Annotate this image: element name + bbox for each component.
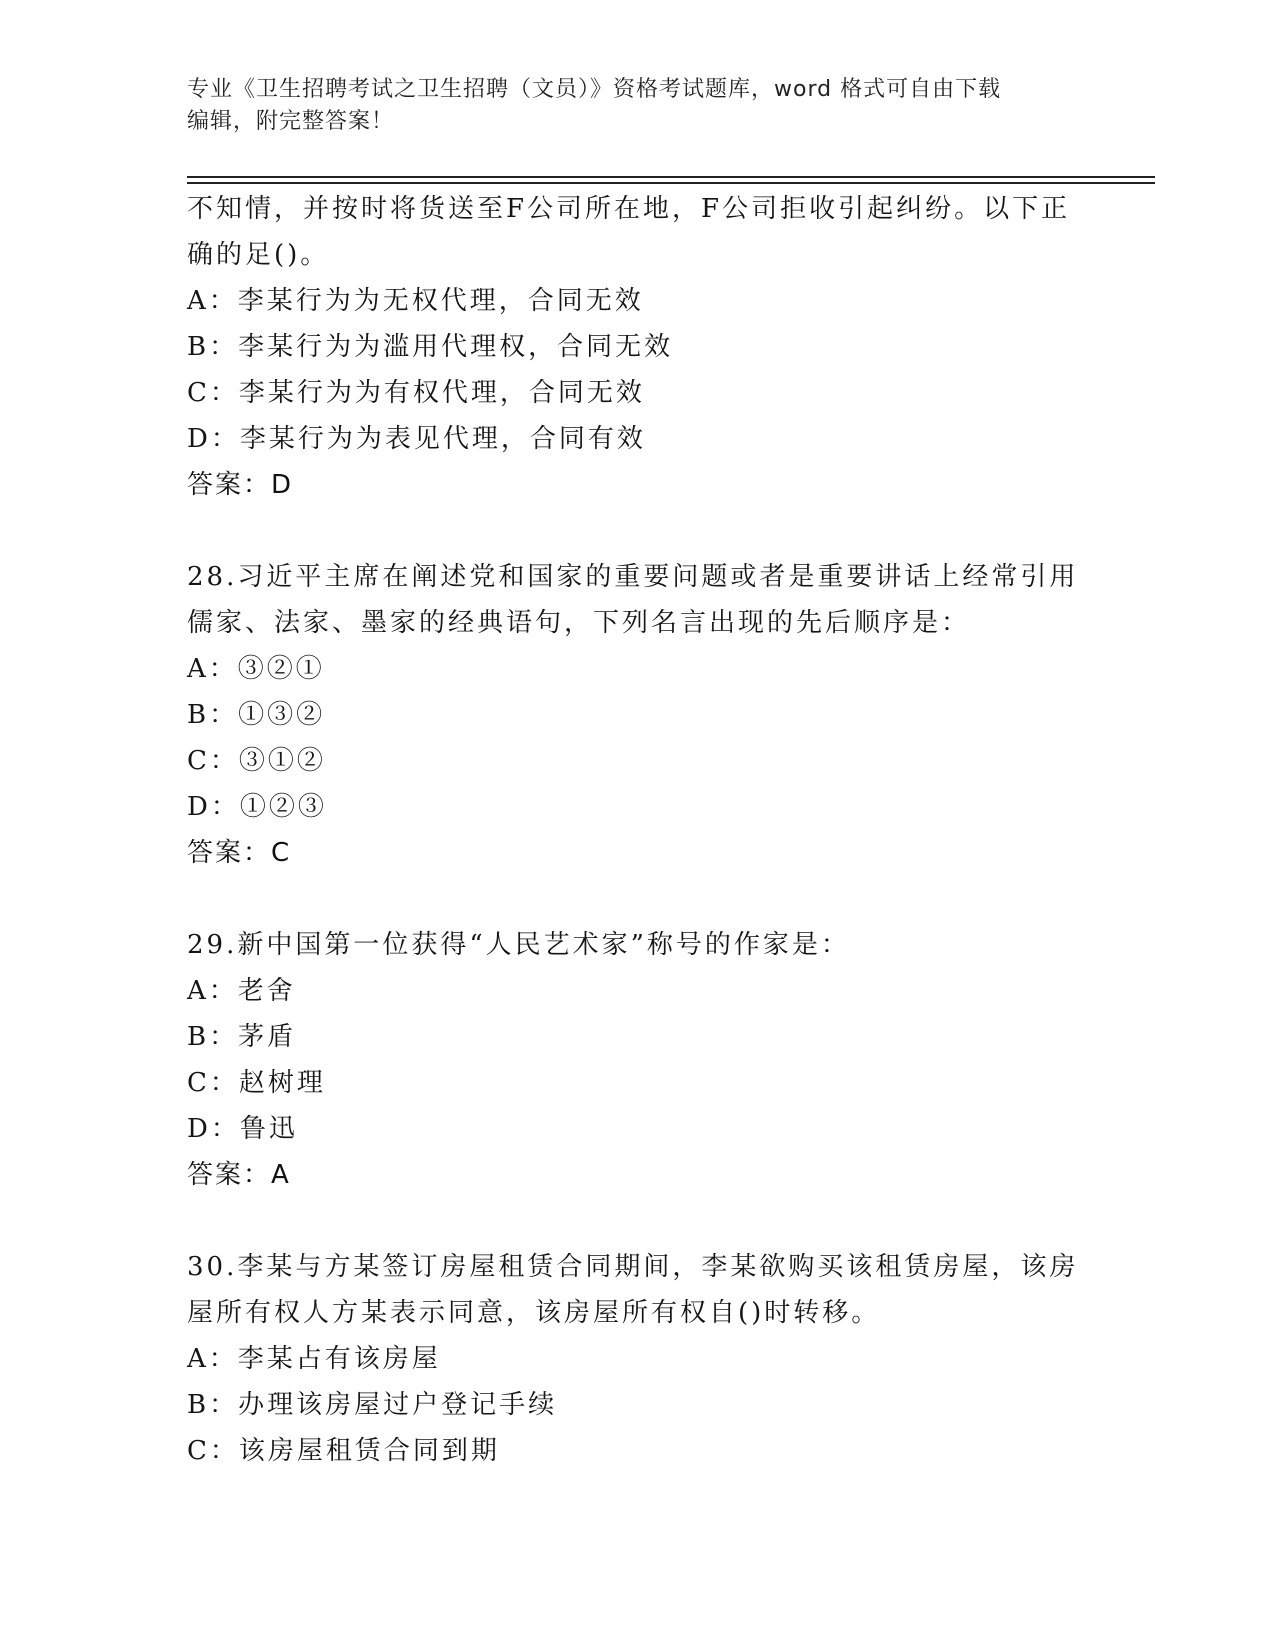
question-30	[187, 1244, 1087, 1474]
option-a: A：李某行为为无权代理，合同无效	[187, 286, 644, 316]
option-a: A：③②①	[187, 654, 325, 684]
header-divider-top	[187, 176, 1155, 178]
option-d: D：鲁迅	[187, 1114, 298, 1144]
question-29	[187, 922, 1087, 1198]
option-c: C：赵树理	[187, 1068, 326, 1098]
question-list	[187, 186, 1087, 1474]
question-text-line: 确的足()。	[187, 240, 330, 270]
option-b: B：办理该房屋过户登记手续	[187, 1390, 558, 1420]
question-27-continued	[187, 186, 1087, 508]
option-b: B：①③②	[187, 700, 326, 730]
question-text-line: 儒家、法家、墨家的经典语句，下列名言出现的先后顺序是：	[187, 608, 971, 638]
option-d: D：①②③	[187, 792, 327, 822]
option-d: D：李某行为为表见代理，合同有效	[187, 424, 646, 454]
question-28	[187, 554, 1087, 876]
question-text-line: 30.李某与方某签订房屋租赁合同期间，李某欲购买该租赁房屋，该房	[187, 1252, 1079, 1282]
header-divider-bottom	[187, 182, 1155, 184]
option-a: A：老舍	[187, 976, 296, 1006]
question-text-line: 不知情，并按时将货送至F公司所在地，F公司拒收引起纠纷。以下正	[187, 194, 1071, 224]
answer-label: 答案：C	[187, 838, 292, 868]
question-text-line: 屋所有权人方某表示同意，该房屋所有权自()时转移。	[187, 1298, 881, 1328]
document-header	[187, 74, 1077, 138]
spacer	[187, 508, 1087, 554]
header-line-2: 编辑，附完整答案！	[187, 109, 395, 134]
option-c: C：该房屋租赁合同到期	[187, 1436, 500, 1466]
option-c: C：③①②	[187, 746, 326, 776]
answer-label: 答案：A	[187, 1160, 291, 1190]
question-text-line: 29.新中国第一位获得“人民艺术家”称号的作家是：	[187, 930, 850, 960]
spacer	[187, 876, 1087, 922]
question-text-line: 28.习近平主席在阐述党和国家的重要问题或者是重要讲话上经常引用	[187, 562, 1079, 592]
option-b: B：茅盾	[187, 1022, 297, 1052]
option-c: C：李某行为为有权代理，合同无效	[187, 378, 645, 408]
spacer	[187, 1198, 1087, 1244]
option-b: B：李某行为为滥用代理权，合同无效	[187, 332, 674, 362]
answer-label: 答案：D	[187, 470, 294, 500]
option-a: A：李某占有该房屋	[187, 1344, 441, 1374]
header-line-1: 专业《卫生招聘考试之卫生招聘（文员）》资格考试题库，word 格式可自由下载	[187, 77, 1002, 102]
